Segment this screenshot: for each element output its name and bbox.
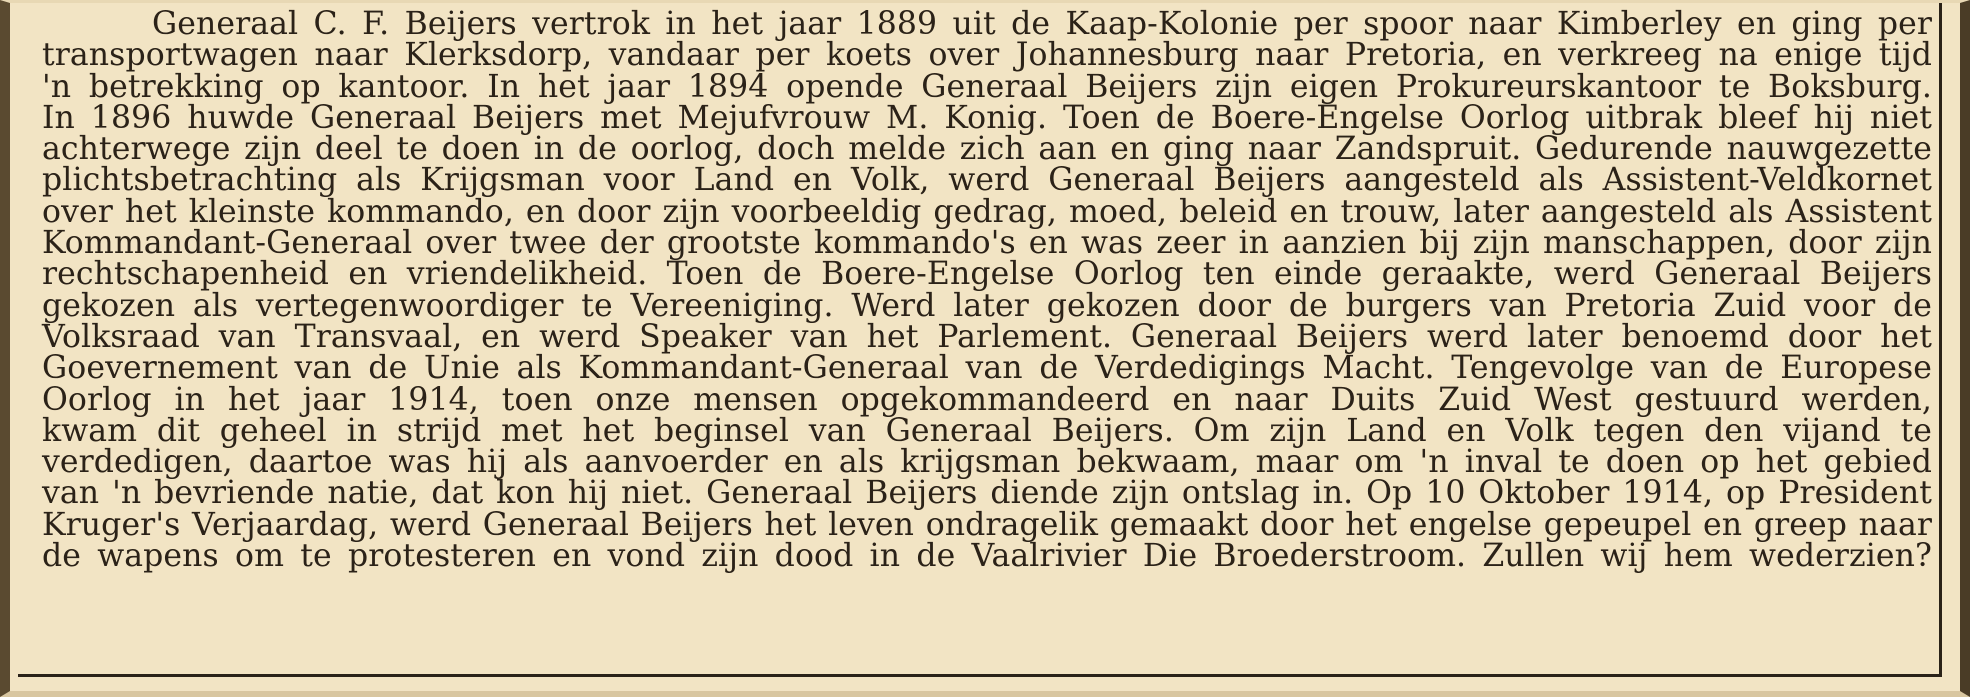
- article-line: gekozen als vertegenwoordiger te Vereeniging. Werd later gekozen door de burgers van Pretoria Zuid voor de: [42, 287, 1932, 324]
- article-line: Kruger's Verjaardag, werd Generaal Beijers het leven ondragelik gemaakt door het engelse gepeupel en greep naar: [42, 506, 1932, 543]
- article-text: [42, 6, 1932, 575]
- article-line: Oorlog in het jaar 1914, toen onze mensen opgekommandeerd en naar Duits Zuid West gestuurd werden,: [42, 381, 1932, 418]
- article-line: van 'n bevriende natie, dat kon hij niet. Generaal Beijers diende zijn ontslag in. Op 10 Oktober 1914, op President: [42, 475, 1932, 512]
- article-line: 'n betrekking op kantoor. In het jaar 1894 opende Generaal Beijers zijn eigen Prokureurskantoor te Boksburg.: [42, 68, 1932, 105]
- article-line: Kommandant-Generaal over twee der grootste kommando's en was zeer in aanzien bij zijn manschappen, door zijn: [42, 225, 1932, 262]
- article-line: plichtsbetrachting als Krijgsman voor Land en Volk, werd Generaal Beijers aangesteld als Assistent-Veldkornet: [42, 162, 1932, 199]
- article-line: Goevernement van de Unie als Kommandant-Generaal van de Verdedigings Macht. Tengevolge van de Europese: [42, 350, 1932, 387]
- article-line: over het kleinste kommando, en door zijn voorbeeldig gedrag, moed, beleid en trouw, later aangesteld als Assistent: [42, 193, 1932, 230]
- article-line: Volksraad van Transvaal, en werd Speaker van het Parlement. Generaal Beijers werd later benoemd door het: [42, 318, 1932, 355]
- article-line: rechtschapenheid en vriendelikheid. Toen de Boere-Engelse Oorlog ten einde geraakte, werd Generaal Beijers: [42, 256, 1932, 293]
- article-line: In 1896 huwde Generaal Beijers met Mejufvrouw M. Konig. Toen de Boere-Engelse Oorlog uitbrak bleef hij niet: [42, 99, 1932, 136]
- article-line: de wapens om te protesteren en vond zijn dood in de Vaalrivier Die Broederstroom. Zullen wij hem wederzien?: [42, 538, 1932, 575]
- article-line: kwam dit geheel in strijd met het beginsel van Generaal Beijers. Om zijn Land en Volk tegen den vijand te: [42, 412, 1932, 449]
- article-line: Generaal C. F. Beijers vertrok in het jaar 1889 uit de Kaap-Kolonie per spoor naar Kimberley en ging per: [152, 6, 1932, 42]
- article-line: verdedigen, daartoe was hij als aanvoerder en als krijgsman bekwaam, maar om 'n inval te doen op het gebied: [42, 444, 1932, 481]
- article-line: achterwege zijn deel te doen in de oorlog, doch melde zich aan en ging naar Zandspruit. Gedurende nauwgezette: [42, 131, 1932, 168]
- article-line: transportwagen naar Klerksdorp, vandaar per koets over Johannesburg naar Pretoria, en verkreeg na enige tijd: [42, 37, 1932, 74]
